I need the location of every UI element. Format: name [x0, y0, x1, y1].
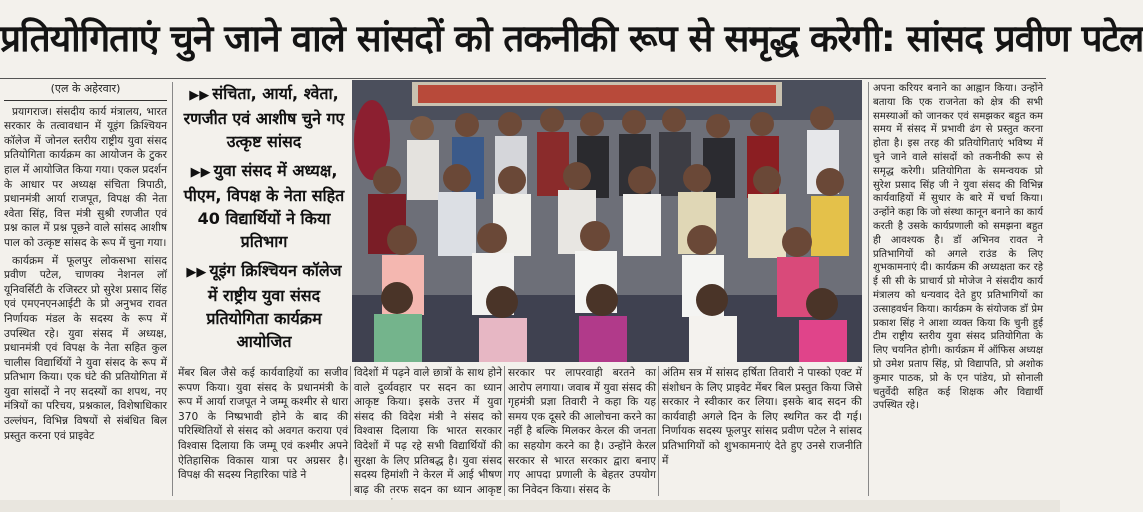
highlight-3: ▶▶ यूइंग क्रिश्चियन कॉलेज में राष्ट्रीय युवा संसद प्रतियोगिता कार्यक्रम आयोजित	[186, 261, 342, 351]
highlight-2: ▶▶ युवा संसद में अध्यक्ष, पीएम, विपक्ष के नेता सहित 40 विद्यार्थियों ने किया प्रतिभाग	[183, 161, 345, 251]
byline: (एल के अहेरवार)	[50, 82, 121, 95]
byline-rule	[4, 100, 167, 101]
article-column-3	[354, 366, 502, 498]
column-divider	[350, 366, 351, 496]
column-divider	[172, 82, 173, 496]
headline: प्रतियोगिताएं चुने जाने वाले सांसदों को तकनीकी रूप से समृद्ध करेगी: सांसद प्रवीण पटेल	[0, 17, 1143, 60]
col2-paragraph: मेंबर बिल जैसे कई कार्यवाहियों का सजीव रूपण किया। युवा संसद के प्रधानमंत्री के रूप में आर्या राजपूत ने जम्मू कश्मीर से धारा 370 के निष्प्रभावी होने के बाद की परिस्थितियों से संसद को अवगत कराया एवं विश्वास दिलाया कि जम्मू एवं कश्मीर अपने ऐतिहासिक विकास यात्रा पर अग्रसर है। विपक्ष की सदस्य निहारिका पांडे ने	[178, 367, 348, 482]
article-column-5	[662, 366, 862, 498]
column-divider	[868, 82, 869, 496]
adjacent-article-edge	[1046, 80, 1060, 500]
col1-paragraph-1: प्रयागराज। संसदीय कार्य मंत्रालय, भारत सरकार के तत्वावधान में यूइंग क्रिश्चियन कॉलेज में जोनल स्तरीय राष्ट्रीय युवा संसद प्रतियोगिता कार्यक्रम का आयोजन के टुकर हाल में आयोजित किया गया। एकल प्रदर्शन के आधार पर अध्यक्ष संचिता त्रिपाठी, प्रधानमंत्री आर्या राजपूत, विपक्ष की नेता श्वेता सिंह, वित्त मंत्री सुश्री रणजीत एवं प्रश्न काल में प्रश्न पूछने वाले सांसद आशीष पाल को उत्कृष्ट सांसद के रूप में चुना गया।	[4, 105, 167, 249]
highlight-1: ▶▶ संचिता, आर्या, श्वेता, रणजीत एवं आशीष चुने गए उत्कृष्ट सांसद	[183, 84, 345, 151]
next-article-strip	[0, 500, 1060, 512]
col3-paragraph: विदेशों में पढ़ने वाले छात्रों के साथ होने वाले दुर्व्यवहार पर सदन का ध्यान आकृष्ट किया। इसके उत्तर में युवा संसद की विदेश मंत्री ने संसद को विश्वास दिलाया कि भारत सरकार विदेशों में पढ़ रहे सभी विद्यार्थियों की सुरक्षा के लिए प्रतिबद्ध है। युवा संसद सदस्य हिमांशी ने केरल में आई भीषण बाढ़ की तरफ सदन का ध्यान आकृष्ट	[354, 367, 502, 496]
double-arrow-icon: ▶▶	[189, 88, 210, 103]
column-divider	[658, 366, 659, 496]
article-column-1	[4, 82, 167, 498]
col6-paragraph: अपना करियर बनाने का आह्वान किया। उन्होंने बताया कि एक राजनेता को क्षेत्र की सभी समस्याओं को जानकर एवं समझकर बहुत कम समय में संसद में प्रभावी ढंग से प्रस्तुत करना होता है। इस तरह की प्रतियोगिताएं भविष्य में चुने जाने वाले सांसदों को तकनीकी रूप से समृद्ध करेगी। प्रतियोगिता के समन्वयक प्रो सुरेश प्रसाद सिंह जी ने युवा संसद की विभिन्न कार्यवाहियों में सुधार के बारे में चर्चा किया। उन्होंने कहा कि जो संस्था कानून बनाने का कार्य करती है उसके कार्यप्रणाली को समझना बहुत ही आवश्यक है। डॉ अभिनव रावत ने प्रतिभागियों को अगले राउंड के लिए शुभकामनाएं दी। कार्यक्रम की अध्यक्षता कर रहे ई सी सी के प्राचार्य प्रो मोजेज ने संसदीय कार्य मंत्रालय को धन्यवाद देते हुए प्रतिभागियों का उत्साहवर्धन किया। कार्यक्रम के संयोजक डॉ प्रेम प्रकाश सिंह ने आशा व्यक्त किया कि चुनी हुई टीम राष्ट्रीय स्तरीय युवा संसद प्रतियोगिता के लिए चयनित होगी। कार्यक्रम में ऑफिस अध्यक्ष प्रो उमेश प्रताप सिंह, प्रो विद्यापति, प्रो अशोक कुमार पाठक, प्रो के एन पांडेय, प्रो सोनाली चतुर्वेदी सहित कई शिक्षक और विद्यार्थी उपस्थित रहे।	[873, 83, 1043, 412]
article-column-6	[873, 82, 1043, 496]
col4-paragraph: सरकार पर लापरवाही बरतने का आरोप लगाया। जवाब में युवा संसद की गृहमंत्री प्रज्ञा तिवारी ने कहा कि यह समय एक दूसरे की आलोचना करने का नहीं है बल्कि मिलकर केरल की जनता का सहयोग करने का है। उन्होंने केरल सरकार से भारत सरकार द्वारा बनाए गए आपदा प्रणाली के बेहतर उपयोग का निवेदन किया। संसद के	[508, 367, 656, 496]
headline-rule	[0, 78, 1046, 79]
column-divider	[504, 366, 505, 496]
group-photo-image	[352, 80, 862, 362]
article-column-2	[178, 366, 348, 498]
col5-paragraph: अंतिम सत्र में सांसद हर्षिता तिवारी ने पास्को एक्ट में संशोधन के लिए प्राइवेट मेंबर बिल प्रस्तुत किया जिसे सरकार ने स्वीकार कर लिया। इसके बाद सदन की कार्यवाही अगले दिन के लिए स्थगित कर दी गई। निर्णायक सदस्य फूलपुर सांसद प्रवीण पटेल ने सांसद प्रतिभागियों को शुभकामनाएं देते हुए उनसे राजनीति में	[662, 367, 862, 467]
col1-paragraph-2: कार्यक्रम में फूलपुर लोकसभा सांसद प्रवीण पटेल, चाणक्य नेशनल लॉ यूनिवर्सिटी के रजिस्टर प्रो सुरेश प्रसाद सिंह एवं एमएनएनआईटी के प्रो अनुभव रावत निर्णायक मंडल के सदस्य के रूप में उपस्थित रहे। युवा संसद में अध्यक्ष, प्रधानमंत्री एवं विपक्ष के नेता सहित कुल चालीस विद्यार्थियों ने युवा संसद के रूप में प्रतिभाग किया। एक घंटे की प्रतियोगिता में युवा सांसदों ने नए सदस्यों का शपथ, नए मंत्रियों का परिचय, प्रश्नकाल, विशेषाधिकार उल्लंघन, विभिन्न विषयों से संबंधित बिल प्रस्तुत करना एवं प्राइवेट	[4, 254, 167, 442]
double-arrow-icon: ▶▶	[190, 165, 211, 180]
article-column-4	[508, 366, 656, 498]
double-arrow-icon: ▶▶	[186, 265, 207, 280]
highlights-block	[180, 82, 348, 362]
group-photo	[352, 80, 862, 362]
